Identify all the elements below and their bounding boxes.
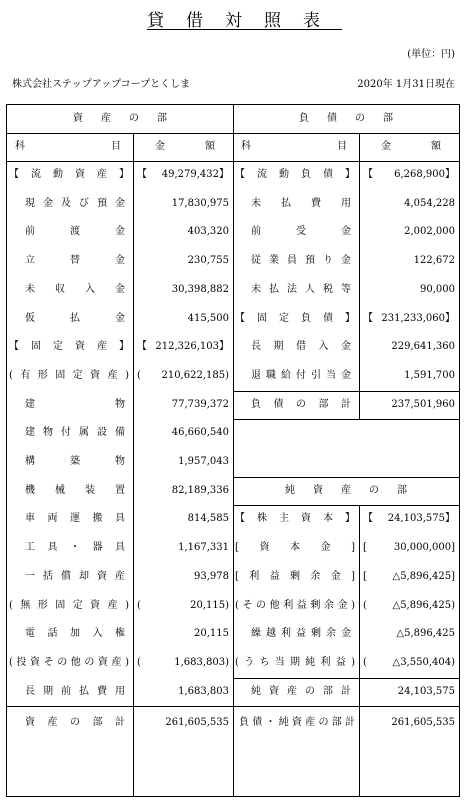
liabilities-item-label: 長期借入金	[251, 341, 351, 353]
assets-item-label: 未収入金	[25, 283, 125, 295]
assets-item-label: 【流動資産】	[9, 169, 129, 180]
company-name: 株式会社ステップアップコープとくしま	[12, 79, 191, 90]
total-liab-net-label: 負債・純資産の部計	[239, 717, 355, 729]
net-assets-item-amount: △5,896,425]	[392, 570, 455, 582]
assets-item-label: 電話加入権	[25, 628, 125, 640]
total-liab-net-amount: 261,605,535	[391, 717, 455, 729]
assets-item-amount: 403,320	[187, 226, 229, 238]
net-assets-item-amount: 24,103,575】	[387, 513, 455, 525]
assets-item-amount: 1,683,803	[178, 685, 229, 697]
assets-item-amount: 230,755	[187, 255, 229, 267]
liabilities-item-header: 科目	[241, 141, 347, 152]
liabilities-item-label: 負債の部計	[251, 398, 351, 410]
net-assets-amount-bracket: (	[363, 656, 367, 668]
liabilities-amount-bracket: 【	[363, 312, 373, 324]
liabilities-section-header: 負債の部	[299, 113, 411, 124]
assets-amount-bracket: 【	[137, 341, 147, 353]
net-assets-item-amount: 30,000,000]	[393, 542, 455, 554]
liabilities-item-label: 退職給付引当金	[251, 369, 351, 381]
total-liab-amount-divider	[359, 706, 360, 796]
net-assets-item-amount: △5,896,425	[396, 628, 455, 640]
liabilities-item-amount: 1,591,700	[404, 369, 455, 381]
assets-item-label: 現金及び預金	[25, 197, 125, 209]
liabilities-item-amount: 4,054,228	[404, 197, 455, 209]
assets-item-label: 仮払金	[25, 312, 125, 324]
assets-item-amount: 93,978	[194, 570, 229, 582]
assets-item-label: 車両運搬具	[25, 513, 125, 525]
assets-item-amount: 210,622,185)	[161, 369, 229, 381]
assets-item-amount: 20,115	[194, 628, 229, 640]
net-assets-amount-bracket: (	[363, 599, 367, 611]
assets-item-amount: 46,660,540	[171, 427, 229, 439]
total-assets-amount: 261,605,535	[165, 717, 229, 729]
assets-item-label: 工具・器具	[25, 542, 125, 554]
assets-amount-divider	[133, 133, 134, 706]
liabilities-item-label: 前受金	[251, 226, 351, 238]
assets-item-label: 長期前払費用	[25, 685, 125, 697]
net-assets-amount-bracket: [	[363, 542, 367, 554]
assets-item-label: 機械装置	[25, 484, 125, 496]
liabilities-item-amount: 2,002,000	[404, 226, 455, 238]
net-assets-item-label: (その他利益剰余金)	[235, 599, 355, 611]
liabilities-item-label: 未払法人税等	[251, 283, 351, 295]
liabilities-item-amount: 122,672	[413, 255, 455, 267]
assets-item-label: 【固定資産】	[9, 341, 129, 353]
assets-item-amount: 1,683,803)	[174, 656, 229, 668]
assets-item-label: 建物付属設備	[25, 427, 125, 439]
assets-item-amount: 17,830,975	[171, 197, 229, 209]
liabilities-item-amount: 229,641,360	[391, 341, 455, 353]
assets-item-amount: 1,167,331	[178, 542, 229, 554]
assets-amount-bracket: (	[137, 656, 141, 668]
assets-item-label: 一括償却資産	[25, 570, 125, 582]
assets-item-label: (有形固定資産)	[9, 369, 129, 381]
liabilities-item-label: 【固定負債】	[235, 312, 355, 324]
assets-item-amount: 814,585	[187, 513, 229, 525]
liabilities-item-amount: 231,233,060】	[381, 312, 455, 324]
liabilities-item-amount: 6,268,900】	[394, 169, 455, 180]
as-of-date: 2020年 1月31日現在	[357, 79, 455, 90]
net-assets-total-line	[233, 678, 459, 679]
assets-item-label: (投資その他の資産)	[9, 656, 129, 668]
net-assets-item-amount: △5,896,425)	[392, 599, 455, 611]
liabilities-item-label: 【流動負債】	[235, 169, 355, 180]
liabilities-item-label: 従業員預り金	[251, 255, 351, 267]
liabilities-item-amount: 90,000	[420, 283, 455, 295]
liabilities-amount-bracket: 【	[363, 169, 373, 180]
assets-item-amount: 415,500	[187, 312, 229, 324]
document-title: 貸借対照表	[147, 11, 342, 31]
assets-amount-bracket: (	[137, 599, 141, 611]
net-assets-amount-bracket: [	[363, 570, 367, 582]
assets-item-label: 構築物	[25, 456, 125, 467]
assets-item-label: 建物	[25, 398, 125, 410]
assets-item-amount: 30,398,882	[171, 283, 229, 295]
unit-label: (単位：円)	[407, 49, 455, 60]
assets-item-amount: 77,739,372	[171, 398, 229, 410]
liabilities-item-amount: 237,501,960	[391, 398, 455, 410]
total-assets-label: 資産の部計	[25, 717, 125, 729]
total-assets-amount-divider	[133, 706, 134, 796]
liabilities-total-line	[233, 391, 459, 392]
assets-item-amount: 1,957,043	[178, 456, 229, 467]
net-assets-item-label: [資本金]	[235, 542, 355, 554]
assets-item-amount: 20,115)	[190, 599, 229, 611]
assets-item-amount: 212,326,103】	[155, 341, 229, 353]
assets-amount-header: 金額	[155, 141, 215, 152]
net-assets-section-header: 純資産の部	[285, 484, 425, 496]
net-assets-amount-bracket: 【	[363, 513, 373, 525]
balance-sheet-table	[6, 104, 460, 797]
liabilities-item-label: 未払費用	[251, 197, 351, 209]
net-assets-item-amount: 24,103,575	[397, 685, 455, 697]
net-assets-item-amount: △3,550,404)	[392, 656, 455, 668]
assets-item-amount: 49,279,432】	[161, 169, 229, 180]
assets-item-amount: 82,189,336	[171, 484, 229, 496]
net-assets-item-label: 純資産の部計	[251, 685, 351, 697]
liabilities-amount-divider	[359, 133, 360, 419]
assets-item-label: 前渡金	[25, 226, 125, 238]
net-assets-item-label: 【株主資本】	[235, 513, 355, 525]
assets-item-label: (無形固定資産)	[9, 599, 129, 611]
net-assets-item-label: 繰越利益剰余金	[251, 628, 351, 640]
liabilities-amount-header: 金額	[381, 141, 441, 152]
assets-section-header: 資産の部	[73, 113, 185, 124]
grand-total-line	[7, 706, 459, 707]
assets-amount-bracket: 【	[137, 169, 147, 180]
assets-amount-bracket: (	[137, 369, 141, 381]
net-assets-item-label: (うち当期純利益)	[235, 656, 355, 668]
assets-item-header: 科目	[15, 141, 121, 152]
center-divider	[233, 105, 234, 796]
net-assets-item-label: [利益剰余金]	[235, 570, 355, 582]
net-assets-amount-divider	[359, 505, 360, 706]
assets-item-label: 立替金	[25, 255, 125, 267]
liabilities-end-line	[233, 419, 459, 420]
